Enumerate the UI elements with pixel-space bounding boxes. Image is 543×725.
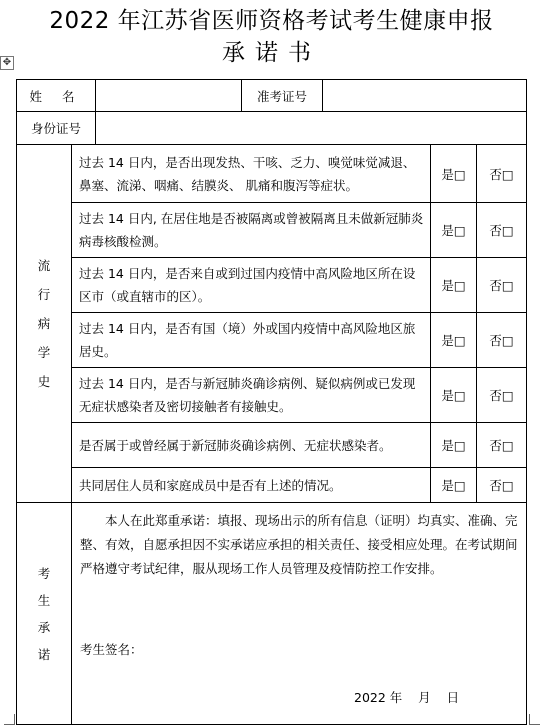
question-text: 过去 14 日内，是否出现发热、干咳、乏力、嗅觉味觉减退、鼻塞、流涕、咽痛、结膜炎、 肌痛和腹泻等症状。 — [72, 145, 431, 203]
yes-checkbox[interactable]: 是□ — [431, 368, 477, 423]
question-row — [17, 423, 527, 468]
id-card-field[interactable] — [96, 112, 527, 145]
page-corner-mark — [529, 714, 540, 725]
exam-id-field[interactable] — [323, 80, 527, 112]
no-checkbox[interactable]: 否□ — [477, 468, 527, 503]
no-checkbox[interactable]: 否□ — [477, 423, 527, 468]
name-label: 姓 名 — [17, 80, 96, 112]
yes-checkbox[interactable]: 是□ — [431, 145, 477, 203]
no-checkbox[interactable]: 否□ — [477, 203, 527, 258]
yes-checkbox[interactable]: 是□ — [431, 258, 477, 313]
id-card-label: 身份证号 — [17, 112, 96, 145]
promise-text: 本人在此郑重承诺：填报、现场出示的所有信息（证明）均真实、准确、完整、有效，自愿承担因不实承诺应承担的相关责任、接受相应处理。在考试期间严格遵守考试纪律，服从现场工作人员管理及疫情防控工作安排。 — [80, 513, 518, 576]
question-text: 过去 14 日内，是否有国（境）外或国内疫情中高风险地区旅居史。 — [72, 313, 431, 368]
promise-row — [17, 503, 527, 725]
yes-checkbox[interactable]: 是□ — [431, 468, 477, 503]
question-row — [17, 258, 527, 313]
name-row — [17, 80, 527, 112]
move-anchor-icon[interactable]: ✥ — [0, 56, 14, 70]
question-text: 过去 14 日内，是否来自或到过国内疫情中高风险地区所在设区市（或直辖市的区）。 — [72, 258, 431, 313]
no-checkbox[interactable]: 否□ — [477, 145, 527, 203]
no-checkbox[interactable]: 否□ — [477, 368, 527, 423]
signature-date: 2022 年 月 日 — [354, 690, 460, 705]
exam-id-label: 准考证号 — [242, 80, 323, 112]
promise-content — [72, 503, 527, 725]
question-text: 过去 14 日内, 在居住地是否被隔离或曾被隔离且未做新冠肺炎病毒核酸检测。 — [72, 203, 431, 258]
question-row — [17, 468, 527, 503]
yes-checkbox[interactable]: 是□ — [431, 423, 477, 468]
health-declaration-table — [16, 79, 527, 725]
question-row — [17, 313, 527, 368]
document-title: 2022 年江苏省医师资格考试考生健康申报 — [49, 8, 494, 34]
question-row — [17, 145, 527, 203]
question-row — [17, 203, 527, 258]
id-card-row — [17, 112, 527, 145]
no-checkbox[interactable]: 否□ — [477, 313, 527, 368]
no-checkbox[interactable]: 否□ — [477, 258, 527, 313]
question-text: 是否属于或曾经属于新冠肺炎确诊病例、无症状感染者。 — [72, 423, 431, 468]
epidemiology-history-label: 流 行 病 学 史 — [17, 145, 72, 503]
question-row — [17, 368, 527, 423]
candidate-promise-label: 考 生 承 诺 — [17, 503, 72, 725]
yes-checkbox[interactable]: 是□ — [431, 313, 477, 368]
question-text: 过去 14 日内，是否与新冠肺炎确诊病例、疑似病例或已发现无症状感染者及密切接触者有接触史。 — [72, 368, 431, 423]
page-corner-mark — [4, 714, 15, 725]
yes-checkbox[interactable]: 是□ — [431, 203, 477, 258]
signature-label: 考生签名： — [80, 642, 143, 657]
name-field[interactable] — [96, 80, 242, 112]
document-subtitle: 承诺书 — [222, 40, 321, 66]
question-text: 共同居住人员和家庭成员中是否有上述的情况。 — [72, 468, 431, 503]
